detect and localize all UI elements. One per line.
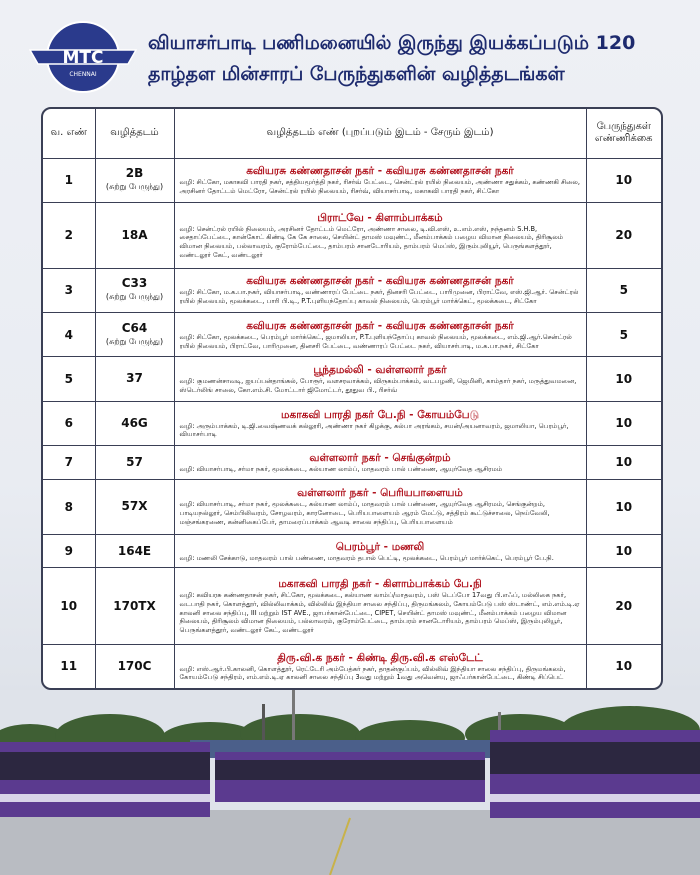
route-name: பூந்தமல்லி - வள்ளலார் நகர் — [313, 364, 447, 377]
table-row — [43, 202, 661, 268]
route-stops: வழி: அரும்பாக்கம், டி.ஜி.வைஷ்ணவக் கல்லூரி, அண்ணா நகர் கிழக்கு, கல்பா அரங்கம், சயன்/அயனாவரம், ஜமாலியா, பெரம்பூர், வியாசர்பாடி — [179, 421, 569, 439]
route-code-cell — [95, 644, 174, 688]
title-line-2: தாழ்தள மின்சாரப் பேருந்துகளின் வழித்தடங்கள் — [148, 63, 565, 85]
route-stops: வழி: சென்ட்ரல் ரயில் நிலையம், அரசினர் தோட்டம் மெட்ரோ, அண்ணா சாலை, டி.வி.எஸ், உ.எம்.எஸ், நந்தனம் S.H.B, சைதாப்பேட்டை, கான்கோட் கிண்டி கே கே சாலை, செயின்ட் தாமஸ் மவுண்ட், மீனம்பாக்கம் பழைய விமான நிலையம், திரிசூலம் விமான நிலையம், பல்லாவரம், குரோம்பேட்டை, தாம்பரம் சானடோரியம், தாம்பரம் மெப்ஸ், இரும்புலியூர், பெருங்களத்தூர், வண்டலூர் கேட், வண்டலூர் — [179, 224, 564, 260]
route-detail-cell — [174, 568, 586, 644]
route-code-cell — [95, 445, 174, 479]
route-stops: வழி: சிட்கோ, ம.க.பா.நகர், வியாசர்பாடி, வண்ணாரப் பேட்டை நகர், தினசரி பேட்டை, பாரிமுனை, பிராட்வே, எஸ்.ஜி.ஆர். சென்ட்ரல் ரயில் நிலையம், மூலக்கடை, பாரி பி.டி., P.T.புளியந்தோப்பு காவல் நிலையம், பெரம்பூர் மார்க்கெட், மூலக்கடை, சிட்கோ — [179, 288, 579, 306]
route-stops: வழி: சிட்கோ, மூலக்கடை, பெரம்பூர் மார்க்கெட், ஜமாலியா, P.T.புளியந்தோப்பு காவல் நிலையம், மூலக்கடை, எம்.ஜி.ஆர்.சென்ட்ரல் ரயில் நிலையம், பிராட்வே, பாரிமுனை, தினசரி பேட்டை, வண்ணாரப் பேட்டை நகர், வியாசர்பாடி, ம.க.பா.நகர், சிட்கோ — [179, 332, 572, 350]
route-detail-cell — [174, 202, 586, 268]
header-route: வழித்தடம் — [95, 109, 174, 158]
route-stops: வழி: வியாசர்பாடி, சர்மா நகர், மூலக்கடை, கல்யாண லாம்ப், மாதவரம் பால் பண்ணை, ஆயுர்வேத ஆசிரமம் — [179, 464, 503, 473]
routes-table — [41, 107, 663, 690]
table-row — [43, 401, 661, 445]
table-row — [43, 568, 661, 644]
route-name: மகாகவி பாரதி நகர் பே.நி - கோயம்பேடு — [281, 408, 479, 421]
table-row — [43, 644, 661, 688]
route-name: திரு.வி.க நகர் - கிண்டி திரு.வி.க எஸ்டேட் — [277, 651, 483, 664]
route-name: வள்ளலார் நகர் - பெரியபாளையம் — [297, 487, 463, 500]
route-code: C64 — [121, 320, 148, 335]
route-code: 164E — [117, 543, 152, 558]
route-code-cell — [95, 312, 174, 356]
bus-count: 10 — [586, 357, 661, 401]
route-stops: வழி: கவியரசு கண்ணதாசன் நகர், சிட்கோ, மூலக்கடை, கல்யாண லாம்ப்/மாதவரம், பஸ் டெப்போ 17வது பி.எஃப், மல்லிகை நகர், வடபாதி நகர், கொளத்தூர், வில்லிவாக்கம், வில்லிவ் இந்தியா சாலை சந்திப்பு, திருமங்கலம், கோயம்பேடு பஸ் ஸ்டாண்ட், எம்.எம்.டி.ஏ காலனி சாலை சந்திப்பு, III மற்றும் IST AVE., ஜாபர்கான்பேட்டை, CIPET, செயின்ட் தாமஸ் மவுண்ட், மீனம்பாக்கம் பழைய விமான நிலையம், திரிசூலம் விமான நிலையம், பல்லாவரம், குரோம்பேட்டை, தாம்பரம் சானடோரியம், தாம்பரம் மெப்ஸ், இரும்புலியூர், பெருங்களத்தூர், வண்டலூர் கேட், வண்டலூர் — [179, 591, 580, 635]
route-code-cell — [95, 158, 174, 202]
row-serial: 7 — [43, 445, 95, 479]
route-name: வள்ளலார் நகர் - செங்குன்றம் — [309, 451, 451, 464]
route-code: 46G — [121, 415, 148, 430]
row-serial: 8 — [43, 479, 95, 534]
route-code-note: (சுற்று பேருந்து) — [105, 292, 164, 302]
table-body — [43, 158, 661, 688]
row-serial: 3 — [43, 268, 95, 312]
route-code-cell — [95, 357, 174, 401]
table-row — [43, 534, 661, 568]
route-code: 57 — [126, 454, 143, 469]
route-detail-cell — [174, 268, 586, 312]
header-serial: வ. எண் — [43, 109, 95, 158]
table-row — [43, 445, 661, 479]
table-row — [43, 312, 661, 356]
route-stops: வழி: குமணன்சாவடி, ஐயப்பன்தாங்கல், போரூர், வளசரவாக்கம், விருகம்பாக்கம், வடபழனி, ஜெமினி, காம்தார் நகர், மருத்துவமனை, ஸ்டெர்லிங் சாலை, கோ.எம்.சி. மோட்டார் ஜிமோட்டர், தூதுவ பி., ரிசர்வ் — [179, 377, 577, 394]
route-code: 2B — [125, 166, 144, 181]
bus-count: 10 — [586, 158, 661, 202]
title-line-1: வியாசர்பாடி பணிமனையில் இருந்து இயக்கப்படும் 120 — [148, 32, 636, 54]
bus-count: 20 — [586, 568, 661, 644]
route-detail-cell — [174, 312, 586, 356]
route-code-note: (சுற்று பேருந்து) — [105, 182, 164, 192]
row-serial: 11 — [43, 644, 95, 688]
bus-count: 10 — [586, 644, 661, 688]
header-route-detail: வழித்தடம் எண் (புறப்படும் இடம் - சேரும் இடம்) — [174, 109, 586, 158]
header — [22, 14, 682, 98]
route-code: 18A — [121, 227, 148, 242]
route-code-cell — [95, 401, 174, 445]
mtc-logo — [28, 20, 138, 94]
route-stops: வழி: எஸ்.ஆர்.பி.காலனி, கொளத்தூர், ரெட்டேரி அம்பேத்கர் நகர், தாதன்குப்பம், வில்லிவ் இந்தியா சாலை சந்திப்பு, திருமங்கலம், கோயம்பேடு சந்திரம், எம்.எம்.டி.ஏ காலனி சாலை சந்திப்பு 3வது மற்றும் 1வது அவென்யு, ஜாஃபர்கான்பேட்டை, கிண்டி சிப்பெட் — [179, 664, 566, 682]
table-row — [43, 268, 661, 312]
logo-subtext: CHENNAI — [69, 71, 97, 78]
route-code: C33 — [121, 276, 148, 291]
route-detail-cell — [174, 158, 586, 202]
route-detail-cell — [174, 644, 586, 688]
route-detail-cell — [174, 445, 586, 479]
route-name: பெரம்பூர் - மணலி — [335, 540, 425, 553]
row-serial: 1 — [43, 158, 95, 202]
row-serial: 10 — [43, 568, 95, 644]
route-code: 170C — [117, 658, 152, 673]
bus-count: 5 — [586, 268, 661, 312]
table-row — [43, 479, 661, 534]
route-detail-cell — [174, 534, 586, 568]
logo-text: MTC — [62, 48, 104, 68]
row-serial: 6 — [43, 401, 95, 445]
row-serial: 9 — [43, 534, 95, 568]
row-serial: 4 — [43, 312, 95, 356]
bus-count: 10 — [586, 534, 661, 568]
route-detail-cell — [174, 479, 586, 534]
row-serial: 2 — [43, 202, 95, 268]
route-code: 57X — [121, 499, 148, 514]
row-serial: 5 — [43, 357, 95, 401]
route-code-cell — [95, 202, 174, 268]
route-code: 170TX — [113, 598, 156, 613]
bus-depot-photo — [0, 690, 700, 875]
header-bus-count: பேருந்துகள் எண்ணிக்கை — [586, 109, 661, 158]
bus-count: 10 — [586, 445, 661, 479]
route-detail-cell — [174, 357, 586, 401]
route-name: கவியரசு கண்ணதாசன் நகர் - கவியரசு கண்ணதாசன் நகர் — [246, 165, 514, 178]
route-code-cell — [95, 268, 174, 312]
table-row — [43, 158, 661, 202]
route-detail-cell — [174, 401, 586, 445]
bus-count: 10 — [586, 479, 661, 534]
route-code-cell — [95, 479, 174, 534]
bus-count: 20 — [586, 202, 661, 268]
route-name: கவியரசு கண்ணதாசன் நகர் - கவியரசு கண்ணதாசன் நகர் — [246, 319, 514, 332]
route-code-cell — [95, 568, 174, 644]
route-stops: வழி: வியாசர்பாடி, சர்மா நகர், மூலக்கடை, கல்யாண லாம்ப், மாதவரம் பால் பண்ணை, ஆயுர்வேத ஆசிரமம், செங்குன்றம், பாடியநல்லூர், செம்பிலிவரம், சோழவரம், காரனோடை, பெரியபாளையம் ஆரம் மேட்டு, சத்திரம் கூட்டுச்சாலை, நெய்வேலி, மஞ்சங்கரணை, கன்னிகைப்பேர், தாமரைப்பாக்கம் ஆவடி சாலை சந்திப்பு, பெரியபாளையம் — [179, 500, 550, 527]
route-stops: வழி: மணலி சேக்காடு, மாதவரம் பால் பண்ணை, மாதவரம் தபால் பெட்டி, மூலக்கடை, பெரம்பூர் மார்க்கெட், பெரம்பூர் பே.நி. — [179, 553, 554, 562]
route-stops: வழி: சிட்கோ, மகாகவி பாரதி நகர், சத்தியமூர்த்தி நகர், ரிசர்வ் பேட்டை, சென்ட்ரல் ரயில் நிலையம், அண்ணா சதுக்கம், கண்ணகி சிலை, அரசினர் தோட்டம் மெட்ரோ, சென்ட்ரல் ரயில் நிலையம், ரிசர்வ், வியாசர்பாடி, மகாகவி பாரதி நகர், சிட்கோ — [179, 178, 580, 196]
bus-count: 10 — [586, 401, 661, 445]
route-code-cell — [95, 534, 174, 568]
page-title — [148, 28, 688, 90]
route-name: பிராட்வே - கிளாம்பாக்கம் — [317, 211, 443, 224]
table-row — [43, 357, 661, 401]
route-code-note: (சுற்று பேருந்து) — [105, 336, 164, 346]
bus-count: 5 — [586, 312, 661, 356]
table-header-row — [43, 109, 661, 158]
route-name: மகாகவி பாரதி நகர் - கிளாம்பாக்கம் பே.நி — [278, 578, 482, 591]
route-name: கவியரசு கண்ணதாசன் நகர் - கவியரசு கண்ணதாசன் நகர் — [246, 275, 514, 288]
route-code: 37 — [126, 371, 143, 386]
